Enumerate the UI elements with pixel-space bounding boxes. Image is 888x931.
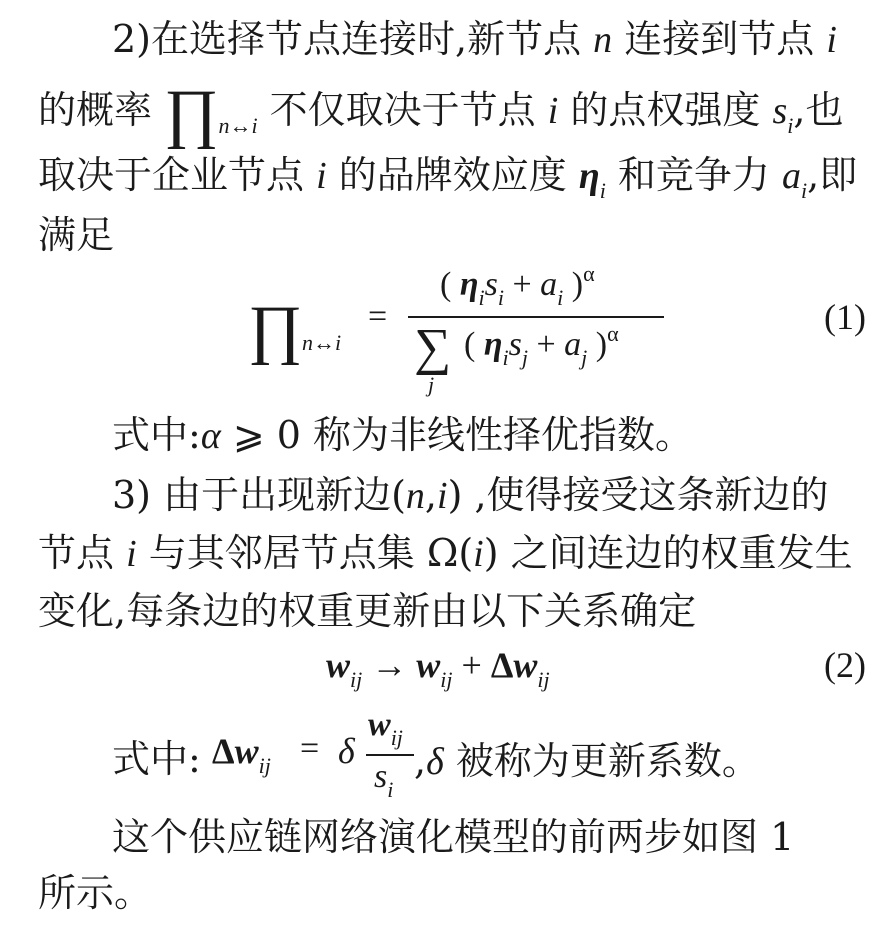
text: , [424, 473, 438, 517]
exponent: α [607, 321, 619, 346]
para1-line2 [38, 77, 866, 150]
subscript: i [800, 178, 808, 203]
frac-numerator [368, 704, 403, 750]
equals-sign: = [300, 730, 320, 767]
text: 2)在选择节点连接时,新节点 [112, 17, 594, 61]
text: 的点权强度 [558, 88, 773, 132]
text: 式中: [112, 737, 201, 781]
plus-sign: + [536, 326, 556, 363]
var-w: w [368, 706, 391, 743]
para1-line1 [112, 14, 866, 65]
text: 与其邻居节点集 Ω( [136, 531, 474, 575]
plus-sign: + [461, 645, 482, 685]
var-s: s [484, 266, 498, 303]
text: 3) 由于出现新边( [112, 473, 406, 517]
subscript: i [557, 285, 564, 310]
para3-line3 [38, 586, 866, 636]
var-a: a [564, 326, 582, 363]
subscript: i [497, 285, 504, 310]
para5-line1 [112, 812, 866, 862]
subscript: i [387, 777, 394, 802]
text: 这个供应链网络演化模型的前两步如图 1 [112, 815, 795, 859]
arrow-icon: → [371, 645, 408, 685]
subscript: ij [350, 667, 363, 692]
para5-line2 [38, 868, 866, 918]
equation-number: (1) [824, 297, 866, 337]
text: ⩾ 0 称为非线性择优指数。 [220, 413, 694, 457]
var-i: i [826, 19, 837, 61]
para3-line2 [38, 528, 866, 579]
var-w: w [234, 731, 259, 771]
para3-line1 [112, 470, 866, 521]
var-eta: η [483, 326, 503, 363]
subscript: i [502, 345, 509, 370]
subscript: i [599, 178, 606, 203]
var-eta: η [459, 266, 479, 303]
pi-subscript: n↔i [218, 113, 258, 138]
subscript: i [787, 113, 794, 138]
subscript: ij [440, 667, 453, 692]
text: 节点 [38, 531, 127, 575]
eq1-denominator [464, 321, 619, 370]
var-i: i [126, 533, 137, 575]
paren: ) [571, 266, 584, 303]
equation-2 [326, 644, 550, 692]
paren: ( [440, 266, 452, 303]
sum-symbol: ∑ [414, 319, 452, 376]
sum-subscript: j [428, 372, 435, 397]
var-s: s [374, 758, 388, 795]
var-w: w [326, 645, 351, 685]
var-a: a [540, 266, 558, 303]
equals-sign: = [368, 298, 388, 335]
text: 变化,每条边的权重更新由以下关系确定 [38, 589, 697, 633]
product-symbol: ∏ [164, 77, 219, 150]
var-n: n [405, 475, 425, 517]
para2 [112, 410, 866, 461]
var-w: w [416, 645, 441, 685]
delta: Δ [212, 731, 235, 771]
text: 和竞争力 [605, 153, 782, 197]
delta-w [212, 730, 271, 778]
pi-subscript: n↔i [302, 330, 342, 355]
var-a: a [781, 155, 801, 197]
text: 的概率 [38, 88, 165, 132]
var-delta: δ [426, 741, 444, 783]
para1-line3 [38, 150, 866, 206]
subscript: ij [537, 667, 550, 692]
product-symbol: ∏ [248, 293, 303, 366]
text: 式中: [112, 413, 201, 457]
var-i: i [316, 155, 327, 197]
frac-denominator [374, 756, 394, 802]
para4-tail [414, 730, 760, 785]
var-s: s [772, 90, 788, 132]
var-delta: δ [338, 731, 355, 771]
var-eta: η [578, 155, 600, 197]
text: 被称为更新系数。 [443, 739, 760, 783]
text: 的品牌效应度 [326, 153, 579, 197]
subscript: ij [390, 725, 403, 750]
paren: ( [464, 326, 476, 363]
text: 满足 [38, 213, 115, 257]
text: , [414, 739, 427, 783]
equation-number: (2) [824, 645, 866, 685]
subscript: i [478, 285, 485, 310]
var-w: w [513, 645, 538, 685]
eq1-numerator [440, 261, 595, 310]
text: ) 之间连边的权重发生 [483, 531, 853, 575]
text: 连接到节点 [612, 17, 827, 61]
text: 不仅取决于节点 [257, 88, 548, 132]
delta: Δ [490, 645, 514, 685]
paren: ) [595, 326, 608, 363]
text: ,即 [807, 153, 858, 197]
subscript: j [581, 345, 588, 370]
subscript: j [521, 345, 528, 370]
text: 所示。 [38, 871, 153, 915]
subscript: ij [258, 753, 271, 778]
var-s: s [508, 326, 522, 363]
plus-sign: + [512, 266, 532, 303]
var-alpha: α [200, 415, 221, 457]
text: 取决于企业节点 [38, 153, 317, 197]
var-i: i [547, 90, 559, 132]
var-i: i [473, 533, 484, 575]
var-i: i [437, 475, 448, 517]
para1-line4 [38, 210, 866, 260]
text: ) ,使得接受这条新边的 [447, 473, 829, 517]
exponent: α [583, 261, 595, 286]
text: ,也 [793, 88, 844, 132]
var-n: n [593, 19, 613, 61]
